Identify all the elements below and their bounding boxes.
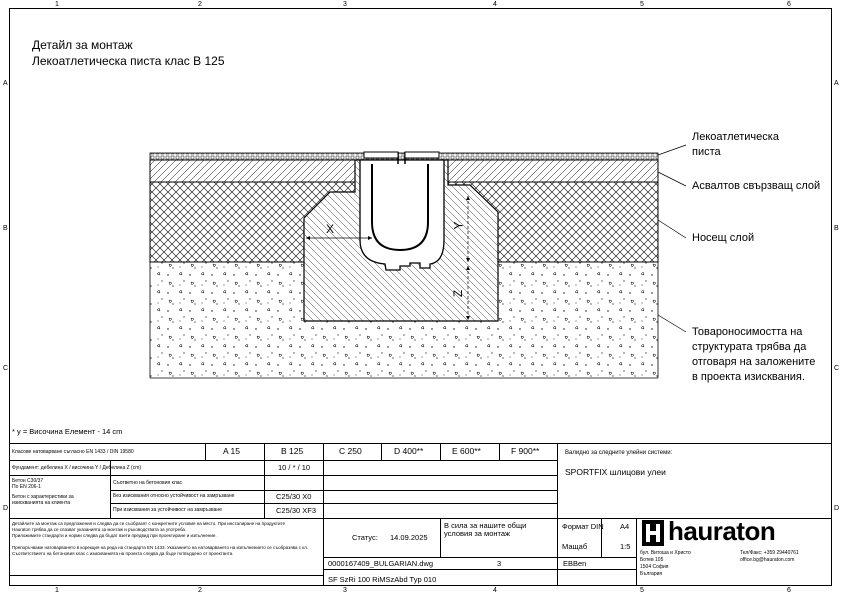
zone-row-c-right: C [834,365,840,372]
callout-load-4: в проекта изисквания. [692,371,805,383]
dim-y-label: Y [451,221,466,230]
zone-col-3: 3 [343,1,347,8]
concrete-label-c: Бетон с характеристики за [12,494,74,500]
concrete-note-c: При изисквания за устойчивост на замръзване [113,507,222,513]
tb-vline [323,443,324,586]
zone-row-b: B [3,225,8,232]
zone-col-5: 5 [640,1,644,8]
disclaimer-3: Приложимите стандарти и норми следва да бъдат взети предвид при проектиране и изпълнение. [12,533,217,538]
callout-base: Носещ слой [692,232,755,244]
concrete-label-a: Бетон C30/37 [12,478,44,484]
tb-vline [264,443,265,518]
concrete-label-b: По EN 206-1 [12,484,41,490]
tb-vline [205,443,206,460]
zone-row-b-right: B [834,225,839,232]
tb-line [9,460,557,461]
tb-vline [499,443,500,460]
scale-label: Мащаб [562,542,588,551]
tb-line [9,443,832,444]
callout-load-3: отговаря на заложените [692,356,816,368]
foundation-value: 10 / * / 10 [278,463,311,472]
doc-status: В сила за нашите общи условия за монтаж [444,521,527,538]
tb-vline [557,443,558,586]
zone-row-a-right: A [834,80,839,87]
class-f900: F 900** [511,446,540,456]
disclaimer-5: Съответствието на бетоновия клас с изискванията на проекта следва да бъде потвърдено от проектанта. [12,551,234,556]
system-name: SPORTFIX шлицови улеи [565,467,666,477]
zone-col-5-bottom: 5 [640,587,644,594]
zone-col-6: 6 [787,1,791,8]
company-phone: Тел/Факс: +359 29440761 [740,550,799,556]
tb-vline [381,443,382,460]
foundation-label: Фундамент: дебелина X / височина Y / Дебелина Z (cm) [12,465,142,471]
zone-col-1-bottom: 1 [55,587,59,594]
company-address-4: България [640,571,663,577]
status-label: Статус: [352,533,378,542]
zone-col-3-bottom: 3 [343,587,347,594]
load-class-label: Класове натоварване съгласно EN 1433 / DIN 19580 [12,449,134,455]
callout-surface-1: Лекоатлетическа [692,131,779,143]
tb-line [323,557,636,558]
zone-col-6-bottom: 6 [787,587,791,594]
format-label: Формат DIN [562,522,604,531]
class-a15: A 15 [223,446,241,456]
sheet-number: 3 [497,559,502,568]
company-address-1: бул. Витоша и Христо [640,550,691,556]
tb-vline [440,518,441,557]
class-b125: B 125 [281,446,304,456]
company-address-3: 1504 София [640,564,669,570]
disclaimer-1: Детайлите за монтаж са предложения и следва да се съобразят с конкретните условия на място. При инсталиране на продуктите [12,521,285,526]
company-logo-text: hauraton [668,516,776,546]
callout-surface-2: писта [692,146,721,158]
format-value: A4 [620,522,630,531]
drawing-subtitle: Лекоатлетическа писта клас В 125 [32,54,225,68]
tb-line [110,490,557,491]
class-c250: C 250 [339,446,362,456]
concrete-note-b: Без изисквания относно устойчивост на замръзване [113,493,235,499]
drawn-by: EBBen [563,559,587,568]
zone-col-2-bottom: 2 [198,587,202,594]
tb-line [323,569,636,570]
valid-for-label: Валидно за следните улейни системи: [565,450,673,456]
zone-row-a: A [3,80,8,87]
tb-line [9,575,323,576]
zone-col-2: 2 [198,1,202,8]
tb-vline [636,518,637,586]
footnote: * y = Височина Елемент - 14 cm [12,427,123,436]
zone-row-d: D [3,505,9,512]
drawing-title: Детайл за монтаж [32,38,133,52]
scale-value: 1:5 [620,542,631,551]
concrete-value-b: C25/30 X0 [276,492,312,501]
zone-col-4: 4 [493,1,497,8]
disclaimer-2: Hauraton трябва да се спазват указанията за монтаж и ръководствата за употреба. [12,527,187,532]
company-address-2: Ботев 105 [640,557,664,563]
concrete-label-d: изискванията на клиента [12,500,71,506]
status-date: 14.09.2025 [390,533,428,542]
tb-vline [440,443,441,460]
callout-load-1: Товароносимостта на [692,326,803,338]
file-name: 0000167409_BULGARIAN.dwg [328,559,434,568]
tb-line [110,503,557,504]
concrete-value-c: C25/30 XF3 [276,506,317,515]
class-e600: E 600** [452,446,481,456]
dim-z-label: Z [451,289,466,298]
company-email[interactable]: office.bg@hauraton.com [740,557,795,563]
callout-load-2: структурата трябва да [692,341,807,353]
zone-col-4-bottom: 4 [493,587,497,594]
tb-line [9,475,557,476]
zone-row-d-right: D [834,505,840,512]
dim-x-label: X [326,222,335,236]
concrete-note-a: Съответно на бетоновия клас [113,480,183,486]
part-code: SF SzRi 100 RiMSzAbd Typ 010 [328,575,437,584]
hauraton-logo-icon [642,520,664,546]
class-d400: D 400** [394,446,424,456]
disclaimer-4: Препоръчваме натоварването в корекция на реда на стандарта EN 1433. Указанието на натоварването на изпълнението се съобразява с кл. [12,545,309,550]
zone-col-1: 1 [55,1,59,8]
zone-row-c: C [3,365,9,372]
callout-asphalt: Асвалтов свързващ слой [692,180,821,192]
